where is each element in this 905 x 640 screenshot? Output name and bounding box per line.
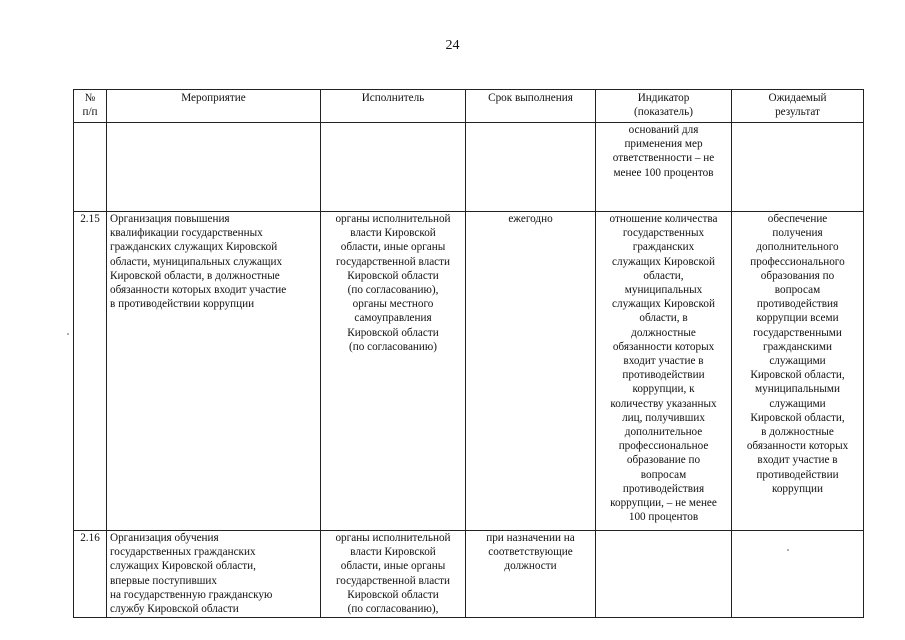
table-row (74, 531, 864, 618)
cell-result: обеспечение получения дополнительного профессионального образования по вопросам противодействия коррупции всеми государственными гражданскими служащими Кировской области, муниципальными служащими Кировской области, в должностные обязанности которых входит участие в противодействии коррупции (732, 212, 864, 531)
cell-executor: органы исполнительной власти Кировской области, иные органы государственной власти Кировской области (по согласованию), (321, 531, 466, 618)
header-num: № п/п (74, 90, 107, 123)
page-number: 24 (445, 38, 460, 53)
cell-event: Организация обучения государственных гражданских служащих Кировской области, впервые поступивших на государственную гражданскую службу Кировской области (107, 531, 321, 618)
events-table (73, 89, 864, 618)
cell-deadline: ежегодно (466, 212, 596, 531)
cell-event (107, 123, 321, 212)
cell-event: Организация повышения квалификации государственных гражданских служащих Кировской области, муниципальных служащих Кировской области, в должностные обязанности которых входит участие в противодействии коррупции (107, 212, 321, 531)
cell-executor (321, 123, 466, 212)
header-indicator: Индикатор (показатель) (596, 90, 732, 123)
header-result: Ожидаемый результат (732, 90, 864, 123)
cell-executor: органы исполнительной власти Кировской области, иные органы государственной власти Кировской области (по согласованию), органы местного самоуправления Кировской области (по согласованию) (321, 212, 466, 531)
cell-deadline (466, 123, 596, 212)
cell-indicator (596, 531, 732, 618)
cell-result (732, 531, 864, 618)
scan-speck (787, 549, 789, 551)
table-header-row (74, 90, 864, 123)
cell-num: 2.16 (74, 531, 107, 618)
header-event: Мероприятие (107, 90, 321, 123)
cell-num: 2.15 (74, 212, 107, 531)
cell-result (732, 123, 864, 212)
scan-speck (67, 333, 69, 335)
cell-indicator: оснований для применения мер ответственности – не менее 100 процентов (596, 123, 732, 212)
cell-deadline: при назначении на соответствующие должности (466, 531, 596, 618)
header-deadline: Срок выполнения (466, 90, 596, 123)
cell-indicator: отношение количества государственных гражданских служащих Кировской области, муниципальных служащих Кировской области, в должностные обязанности которых входит участие в противодействии коррупции, к количеству указанных лиц, получивших дополнительное профессиональное образование по вопросам противодействия коррупции, – не менее 100 процентов (596, 212, 732, 531)
table-row (74, 123, 864, 212)
cell-num (74, 123, 107, 212)
table-row (74, 212, 864, 531)
header-executor: Исполнитель (321, 90, 466, 123)
